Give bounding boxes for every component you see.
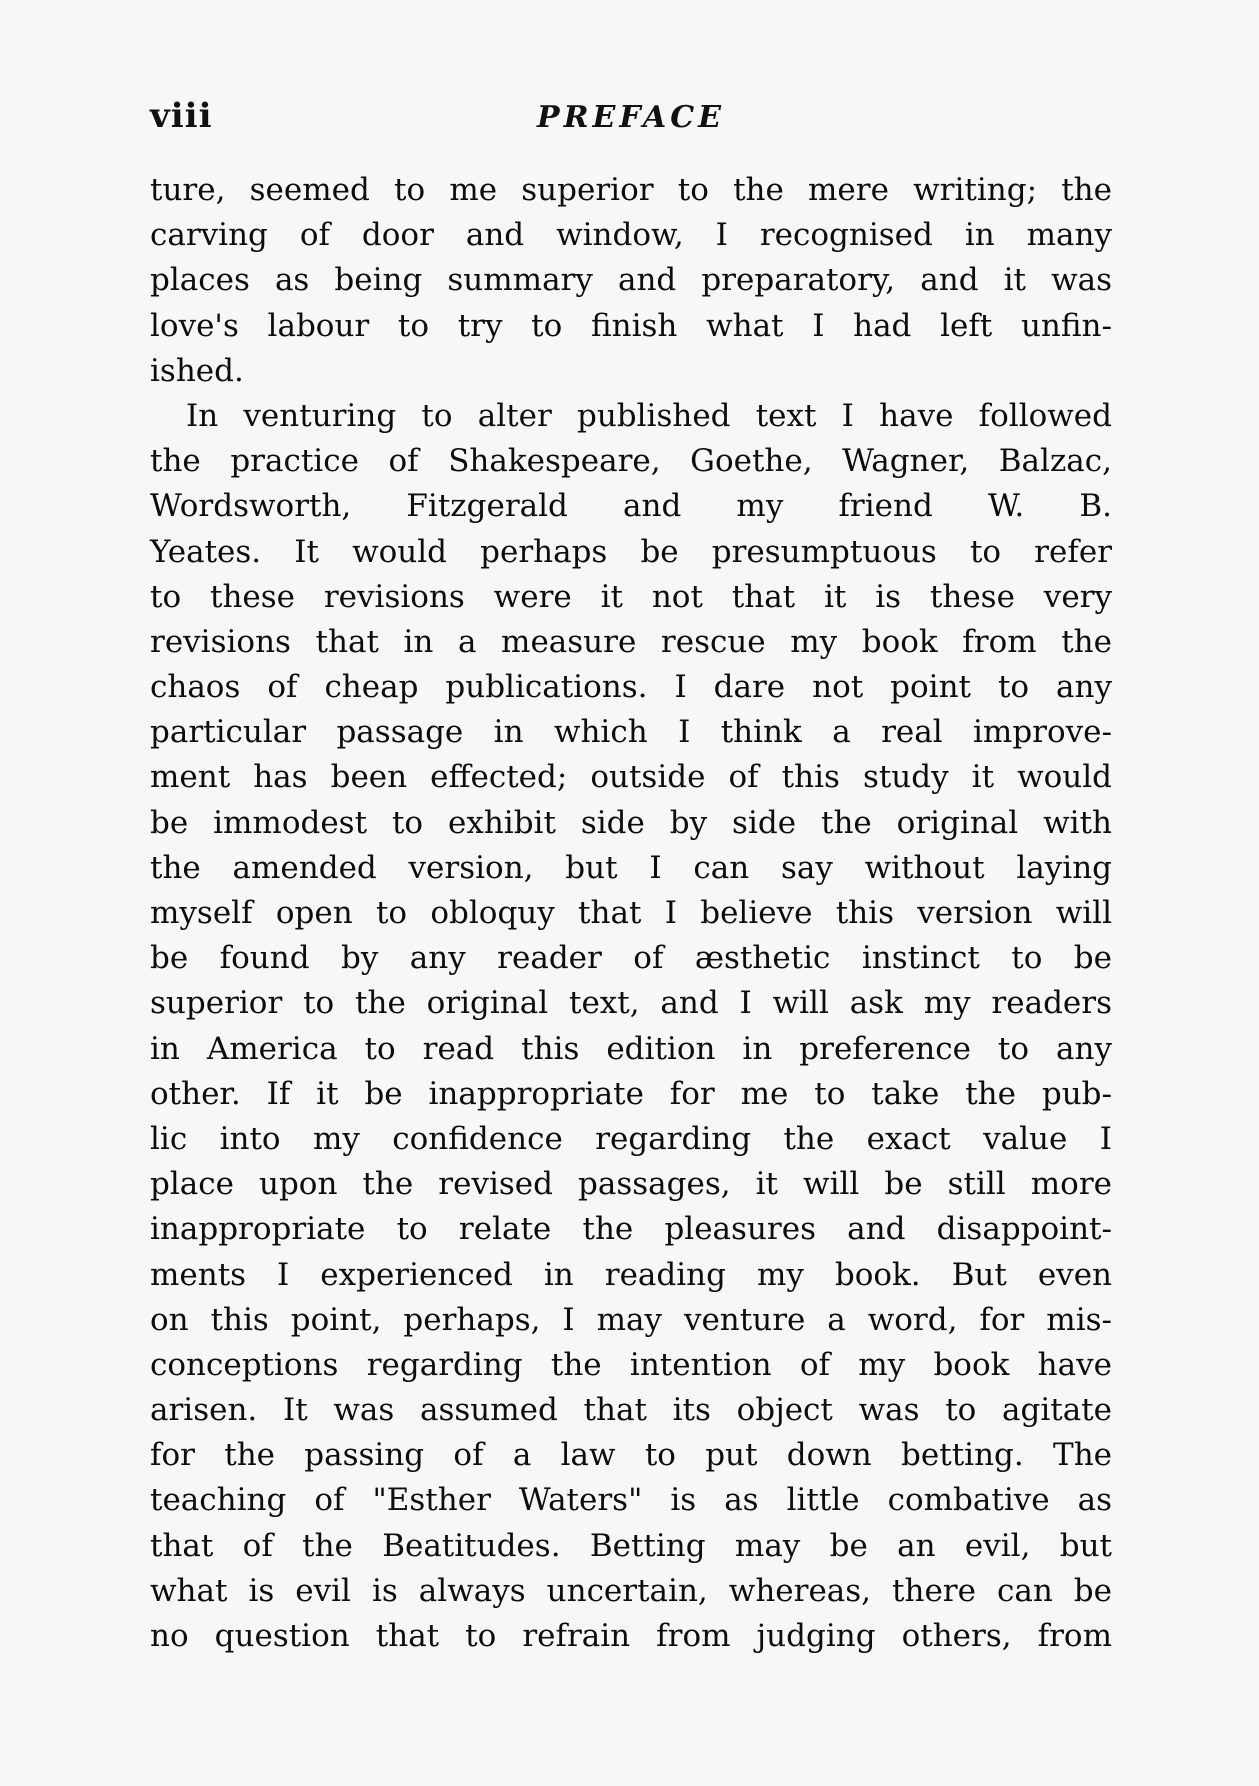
running-head [150,96,1112,146]
text-line: Yeates. It would perhaps be presumptuous to refer [150,533,1112,570]
text-line: be immodest to exhibit side by side the original with [150,804,1112,841]
text-line: carving of door and window, I recognised in many [150,217,1112,254]
text-line: ished. [150,352,244,389]
text-line: be found by any reader of æsthetic instinct to be [150,940,1112,977]
text-line: that of the Beatitudes. Betting may be an evil, but [150,1527,1112,1564]
section-title: PREFACE [537,100,725,135]
body-text [150,168,1112,1659]
text-line: place upon the revised passages, it will be still more [150,1166,1112,1203]
text-line: inappropriate to relate the pleasures and disappoint- [150,1211,1112,1248]
text-line: particular passage in which I think a real improve- [150,714,1112,751]
text-line: no question that to refrain from judging others, from [150,1618,1112,1654]
text-line: conceptions regarding the intention of my book have [150,1346,1112,1383]
text-line: chaos of cheap publications. I dare not point to any [150,669,1112,706]
text-line: lic into my confidence regarding the exact value I [150,1120,1112,1157]
text-line: ments I experienced in reading my book. But even [150,1256,1112,1293]
paragraph-first-line: In venturing to alter published text I have followed [186,397,1112,434]
text-line: Wordsworth, Fitzgerald and my friend W. B. [150,488,1112,525]
text-line: for the passing of a law to put down betting. The [150,1437,1112,1474]
page-number: viii [150,96,213,136]
text-line: places as being summary and preparatory, and it was [150,262,1112,299]
text-line: ment has been effected; outside of this study it would [150,759,1112,796]
text-line: teaching of "Esther Waters" is as little combative as [150,1482,1112,1519]
text-line: myself open to obloquy that I believe this version will [150,895,1112,931]
text-line: in America to read this edition in preference to any [150,1030,1112,1067]
text-line: on this point, perhaps, I may venture a word, for mis- [150,1301,1112,1338]
text-line: superior to the original text, and I will ask my readers [150,985,1112,1022]
text-line: love's labour to try to finish what I had left unfin- [150,307,1112,344]
text-line: to these revisions were it not that it is these very [150,578,1112,615]
text-line: arisen. It was assumed that its object was to agitate [150,1392,1112,1429]
text-line: ture, seemed to me superior to the mere writing; the [150,172,1112,208]
text-line: revisions that in a measure rescue my book from the [150,623,1112,660]
text-line: what is evil is always uncertain, whereas, there can be [150,1572,1112,1609]
text-line: other. If it be inappropriate for me to take the pub- [150,1075,1112,1112]
text-line: the amended version, but I can say without laying [150,849,1112,886]
text-line: the practice of Shakespeare, Goethe, Wagner, Balzac, [150,443,1112,480]
